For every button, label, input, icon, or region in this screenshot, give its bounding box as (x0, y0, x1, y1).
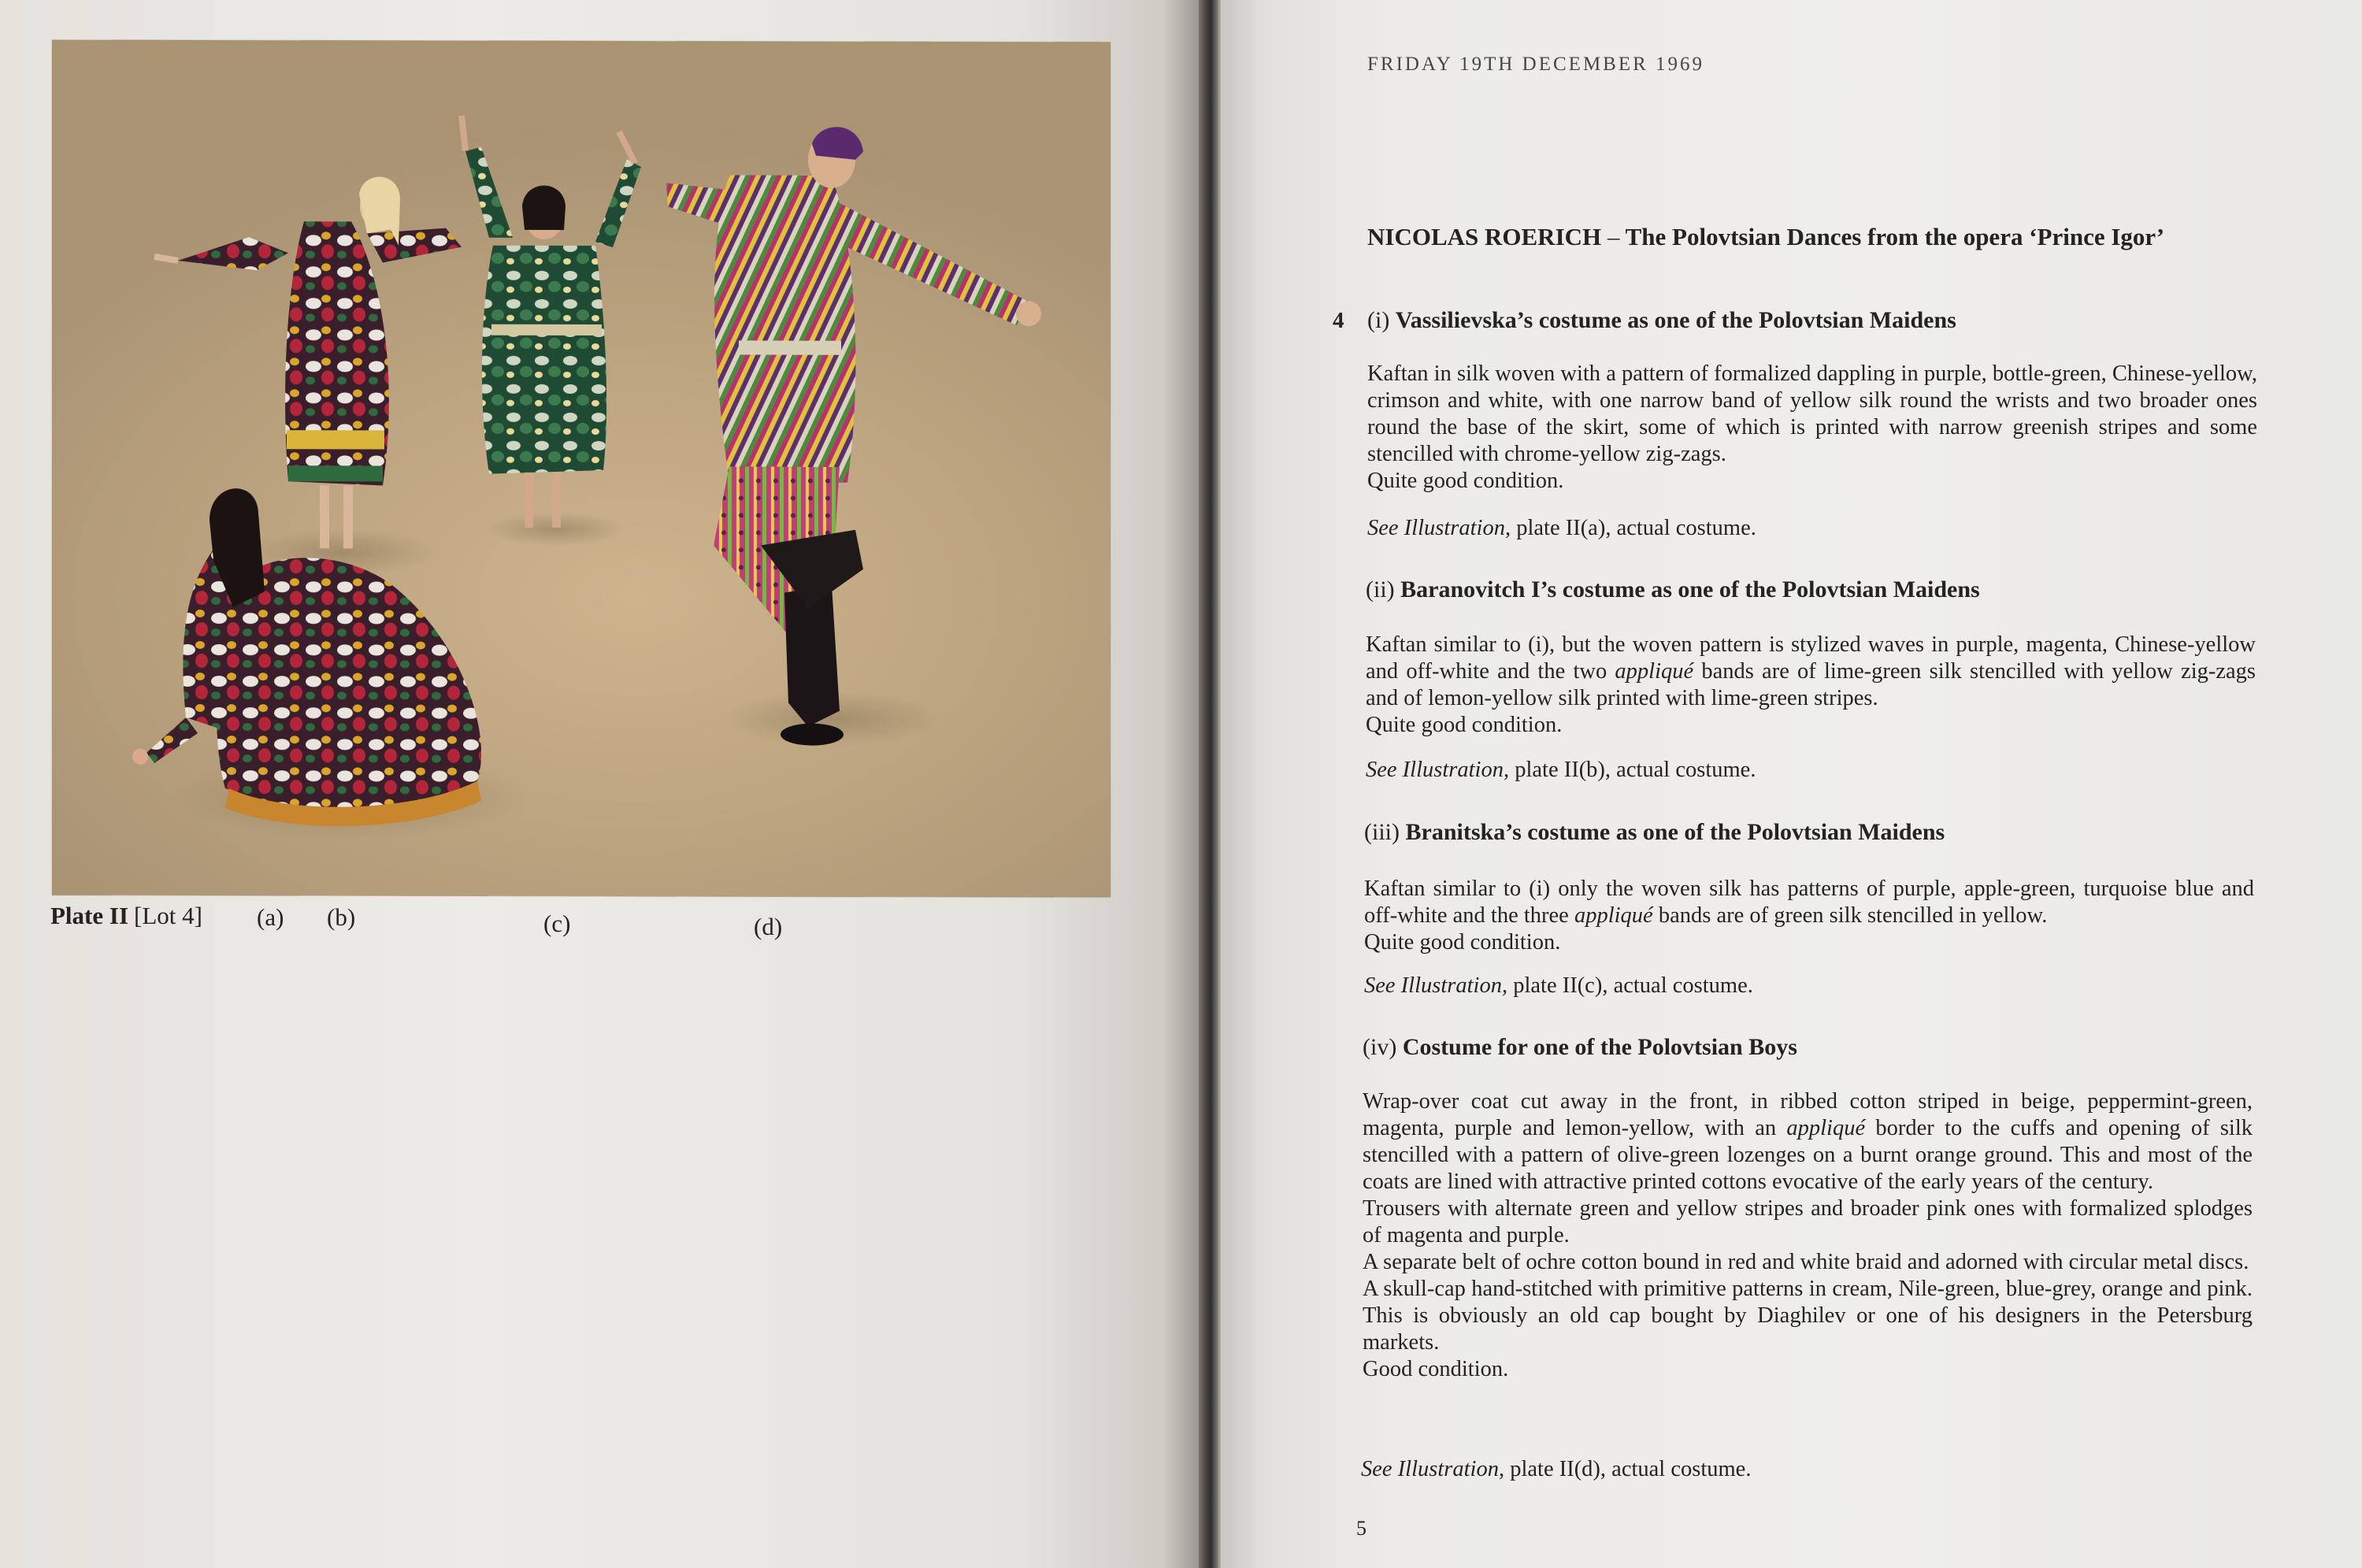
item-ii-illustration-ref (1366, 758, 1756, 783)
item-iv-illustration-ref (1361, 1457, 1751, 1482)
dancer-b-figure (154, 176, 462, 549)
item-iv-numeral: (iv) (1363, 1034, 1397, 1060)
item-iii-numeral: (iii) (1364, 819, 1400, 845)
plate-label: Plate II (50, 902, 129, 929)
item-ii-description (1366, 632, 2256, 739)
item-iii-illustration-prefix: See Illustration, (1364, 973, 1508, 998)
item-iii-description-text: Kaftan similar to (i) only the woven silk has patterns of purple, apple-green, turquoise blue and off-white and the three appliqué bands are of green silk stencilled in yellow. (1364, 877, 2254, 928)
item-ii-heading (1366, 576, 1980, 603)
dancer-d-figure (666, 127, 1041, 746)
item-iii-heading (1364, 819, 1945, 846)
item-i-description (1367, 361, 2257, 495)
right-page (1221, 0, 2362, 1568)
item-iii-illustration-ref (1364, 973, 1753, 999)
page-number: 5 (1356, 1517, 1366, 1540)
item-ii-description-text: Kaftan similar to (i), but the woven pattern is stylized waves in purple, magenta, Chinese-yellow and off-white and the two appliqué bands are of lime-green silk stencilled with yellow zig-zags and of lemon-yellow silk printed with lime-green stripes. (1366, 632, 2256, 710)
item-iii-title: Branitska’s costume as one of the Polovtsian Maidens (1405, 819, 1945, 845)
plate-marker-c: (c) (543, 910, 571, 937)
item-iii-condition: Quite good condition. (1364, 930, 1561, 955)
item-i-numeral: (i) (1367, 307, 1390, 333)
item-i-illustration-text: plate II(a), actual costume. (1516, 516, 1756, 540)
item-iv-trousers: Trousers with alternate green and yellow stripes and broader pink ones with formalized splodges of magenta and purple. (1363, 1196, 2253, 1247)
item-ii-title: Baranovitch I’s costume as one of the Polovtsian Maidens (1400, 576, 1980, 602)
item-iii-illustration-text: plate II(c), actual costume. (1513, 973, 1753, 998)
item-iv-description (1363, 1088, 2253, 1383)
item-i-title: Vassilievska’s costume as one of the Polovtsian Maidens (1395, 307, 1956, 333)
item-ii-illustration-prefix: See Illustration, (1366, 758, 1510, 782)
plate-photograph (52, 40, 1111, 898)
item-ii-numeral: (ii) (1366, 576, 1395, 602)
item-iv-belt: A separate belt of ochre cotton bound in red and white braid and adorned with circular metal discs. (1363, 1250, 2249, 1274)
lot-title (1367, 223, 2164, 251)
item-i-heading (1367, 307, 1956, 334)
item-iii-description (1364, 876, 2254, 956)
item-ii-condition: Quite good condition. (1366, 713, 1563, 737)
running-header-date: FRIDAY 19TH DECEMBER 1969 (1367, 54, 1705, 75)
item-iv-condition: Good condition. (1363, 1357, 1509, 1381)
item-ii-illustration-text: plate II(b), actual costume. (1515, 758, 1756, 782)
plate-marker-b: (b) (327, 903, 356, 931)
plate-marker-d: (d) (754, 913, 783, 940)
item-iv-illustration-text: plate II(d), actual costume. (1510, 1457, 1752, 1481)
item-iv-heading (1363, 1034, 1797, 1061)
plate-marker-a: (a) (257, 903, 284, 931)
item-i-condition: Quite good condition. (1367, 469, 1564, 493)
title-separator: – (1607, 223, 1620, 250)
item-iv-description-text: Wrap-over coat cut away in the front, in ribbed cotton striped in beige, peppermint-green, magenta, purple and lemon-yellow, with an appliqué border to the cuffs and opening of silk stencilled with a pattern of olive-green lozenges on a burnt orange ground. This and most of the coats are lined with attractive printed cottons evocative of the early years of the century. (1363, 1089, 2253, 1194)
plate-lot-ref: [Lot 4] (134, 902, 202, 929)
item-iv-illustration-prefix: See Illustration, (1361, 1457, 1505, 1481)
title-work: The Polovtsian Dances from the opera ‘Prince Igor’ (1625, 223, 2165, 250)
item-iv-title: Costume for one of the Polovtsian Boys (1402, 1034, 1797, 1060)
plate-caption (50, 902, 917, 941)
dancer-c-figure (462, 116, 641, 528)
item-iv-cap: A skull-cap hand-stitched with primitive patterns in cream, Nile-green, blue-grey, orange and pink. This is obviously an old cap bought by Diaghilev or one of his designers in the Petersburg markets. (1363, 1277, 2253, 1355)
book-spine (1199, 0, 1221, 1568)
item-i-description-text: Kaftan in silk woven with a pattern of formalized dappling in purple, bottle-green, Chinese-yellow, crimson and white, with one narrow band of yellow silk round the wrists and two broader ones round the base of the skirt, some of which is printed with narrow greenish stripes and some stencilled with chrome-yellow zig-zags. (1367, 361, 2257, 466)
item-i-illustration-prefix: See Illustration, (1367, 516, 1511, 540)
item-i-illustration-ref (1367, 516, 1756, 541)
lot-number: 4 (1333, 308, 1344, 333)
title-artist: NICOLAS ROERICH (1367, 223, 1602, 250)
dancers-illustration (52, 40, 1111, 898)
